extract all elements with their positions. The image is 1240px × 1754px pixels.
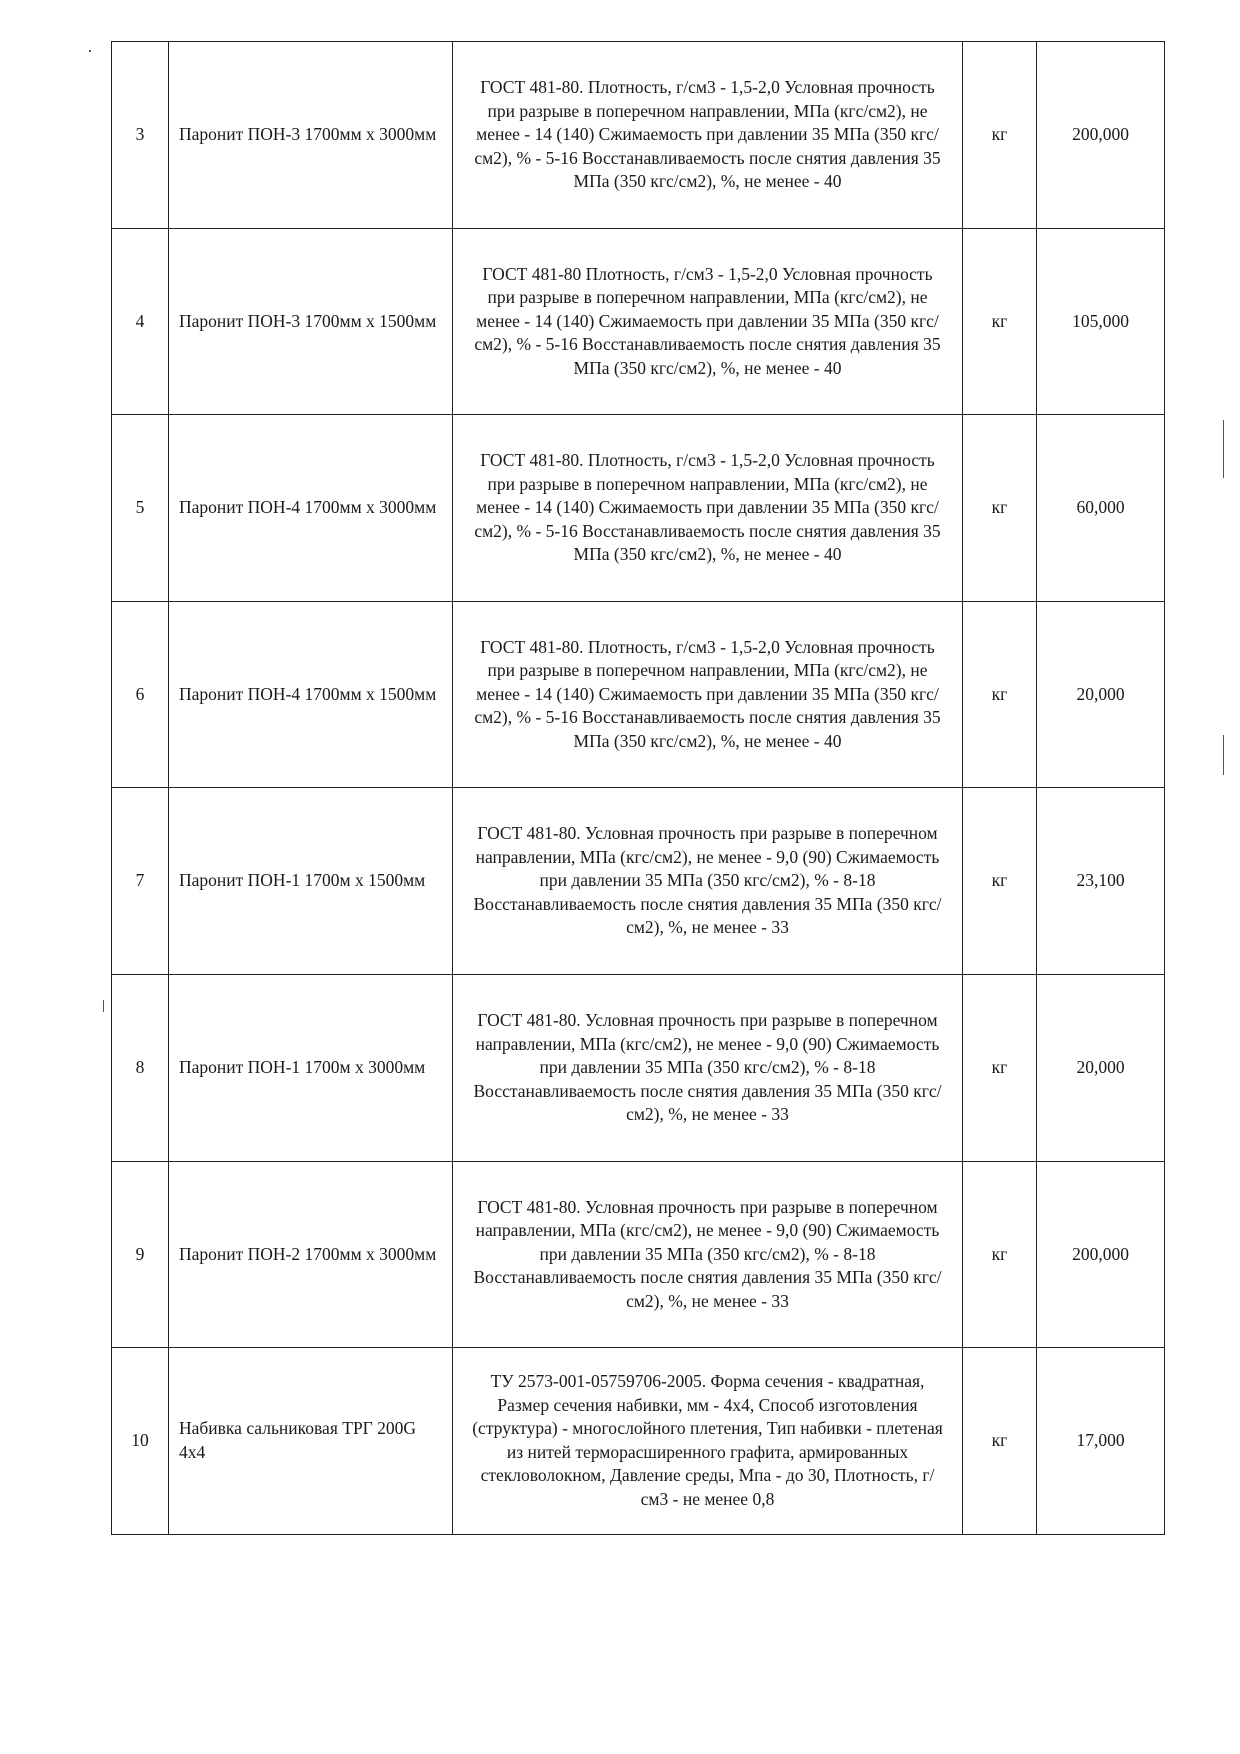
item-quantity: 105,000 — [1037, 228, 1165, 415]
item-unit: кг — [963, 42, 1037, 229]
item-description: ГОСТ 481-80 Плотность, г/см3 - 1,5-2,0 Условная прочность при разрыве в поперечном направлении, МПа (кгс/см2), не менее - 14 (140) Сжимаемость при давлении 35 МПа (350 кгс/см2), % - 5-16 Восстанавливаемость после снятия давления 35 МПа (350 кгс/см2), %, не менее - 40 — [453, 228, 963, 415]
item-name: Набивка сальниковая ТРГ 200G 4х4 — [169, 1348, 453, 1535]
table-row — [112, 415, 1165, 602]
item-quantity: 200,000 — [1037, 1161, 1165, 1348]
item-name: Паронит ПОН-2 1700мм х 3000мм — [169, 1161, 453, 1348]
table-row — [112, 42, 1165, 229]
item-name: Паронит ПОН-4 1700мм х 1500мм — [169, 601, 453, 788]
item-unit: кг — [963, 1161, 1037, 1348]
item-name: Паронит ПОН-4 1700мм х 3000мм — [169, 415, 453, 602]
table-row — [112, 1161, 1165, 1348]
row-number: 5 — [112, 415, 169, 602]
item-quantity: 20,000 — [1037, 601, 1165, 788]
item-description: ГОСТ 481-80. Плотность, г/см3 - 1,5-2,0 Условная прочность при разрыве в поперечном направлении, МПа (кгс/см2), не менее - 14 (140) Сжимаемость при давлении 35 МПа (350 кгс/см2), % - 5-16 Восстанавливаемость после снятия давления 35 МПа (350 кгс/см2), %, не менее - 40 — [453, 42, 963, 229]
item-name: Паронит ПОН-3 1700мм х 1500мм — [169, 228, 453, 415]
row-number: 7 — [112, 788, 169, 975]
item-quantity: 60,000 — [1037, 415, 1165, 602]
item-name: Паронит ПОН-3 1700мм х 3000мм — [169, 42, 453, 229]
item-description: ГОСТ 481-80. Условная прочность при разрыве в поперечном направлении, МПа (кгс/см2), не менее - 9,0 (90) Сжимаемость при давлении 35 МПа (350 кгс/см2), % - 8-18 Восстанавливаемость после снятия давления 35 МПа (350 кгс/см2), %, не менее - 33 — [453, 974, 963, 1161]
item-description: ГОСТ 481-80. Плотность, г/см3 - 1,5-2,0 Условная прочность при разрыве в поперечном направлении, МПа (кгс/см2), не менее - 14 (140) Сжимаемость при давлении 35 МПа (350 кгс/см2), % - 5-16 Восстанавливаемость после снятия давления 35 МПа (350 кгс/см2), %, не менее - 40 — [453, 601, 963, 788]
scan-artifact — [1223, 735, 1224, 775]
scan-artifact — [89, 50, 91, 52]
item-quantity: 23,100 — [1037, 788, 1165, 975]
item-quantity: 17,000 — [1037, 1348, 1165, 1535]
table-row — [112, 974, 1165, 1161]
item-name: Паронит ПОН-1 1700м х 1500мм — [169, 788, 453, 975]
item-unit: кг — [963, 974, 1037, 1161]
item-unit: кг — [963, 601, 1037, 788]
item-quantity: 200,000 — [1037, 42, 1165, 229]
table-row — [112, 1348, 1165, 1535]
table-row — [112, 601, 1165, 788]
table-body — [112, 42, 1165, 1535]
row-number: 8 — [112, 974, 169, 1161]
item-name: Паронит ПОН-1 1700м х 3000мм — [169, 974, 453, 1161]
item-unit: кг — [963, 1348, 1037, 1535]
item-unit: кг — [963, 415, 1037, 602]
item-unit: кг — [963, 228, 1037, 415]
scan-artifact — [103, 1000, 104, 1012]
table-row — [112, 228, 1165, 415]
row-number: 6 — [112, 601, 169, 788]
item-description: ГОСТ 481-80. Условная прочность при разрыве в поперечном направлении, МПа (кгс/см2), не менее - 9,0 (90) Сжимаемость при давлении 35 МПа (350 кгс/см2), % - 8-18 Восстанавливаемость после снятия давления 35 МПа (350 кгс/см2), %, не менее - 33 — [453, 1161, 963, 1348]
row-number: 10 — [112, 1348, 169, 1535]
item-description: ГОСТ 481-80. Условная прочность при разрыве в поперечном направлении, МПа (кгс/см2), не менее - 9,0 (90) Сжимаемость при давлении 35 МПа (350 кгс/см2), % - 8-18 Восстанавливаемость после снятия давления 35 МПа (350 кгс/см2), %, не менее - 33 — [453, 788, 963, 975]
scan-artifact — [1223, 420, 1224, 478]
item-unit: кг — [963, 788, 1037, 975]
row-number: 3 — [112, 42, 169, 229]
item-description: ГОСТ 481-80. Плотность, г/см3 - 1,5-2,0 Условная прочность при разрыве в поперечном направлении, МПа (кгс/см2), не менее - 14 (140) Сжимаемость при давлении 35 МПа (350 кгс/см2), % - 5-16 Восстанавливаемость после снятия давления 35 МПа (350 кгс/см2), %, не менее - 40 — [453, 415, 963, 602]
item-quantity: 20,000 — [1037, 974, 1165, 1161]
row-number: 4 — [112, 228, 169, 415]
item-description: ТУ 2573-001-05759706-2005. Форма сечения - квадратная, Размер сечения набивки, мм - 4х4, Способ изготовления (структура) - многослойного плетения, Тип набивки - плетеная из нитей терморасширенного графита, армированных стекловолокном, Давление среды, Мпа - до 30, Плотность, г/см3 - не менее 0,8 — [453, 1348, 963, 1535]
specification-table — [111, 41, 1165, 1535]
table-row — [112, 788, 1165, 975]
row-number: 9 — [112, 1161, 169, 1348]
